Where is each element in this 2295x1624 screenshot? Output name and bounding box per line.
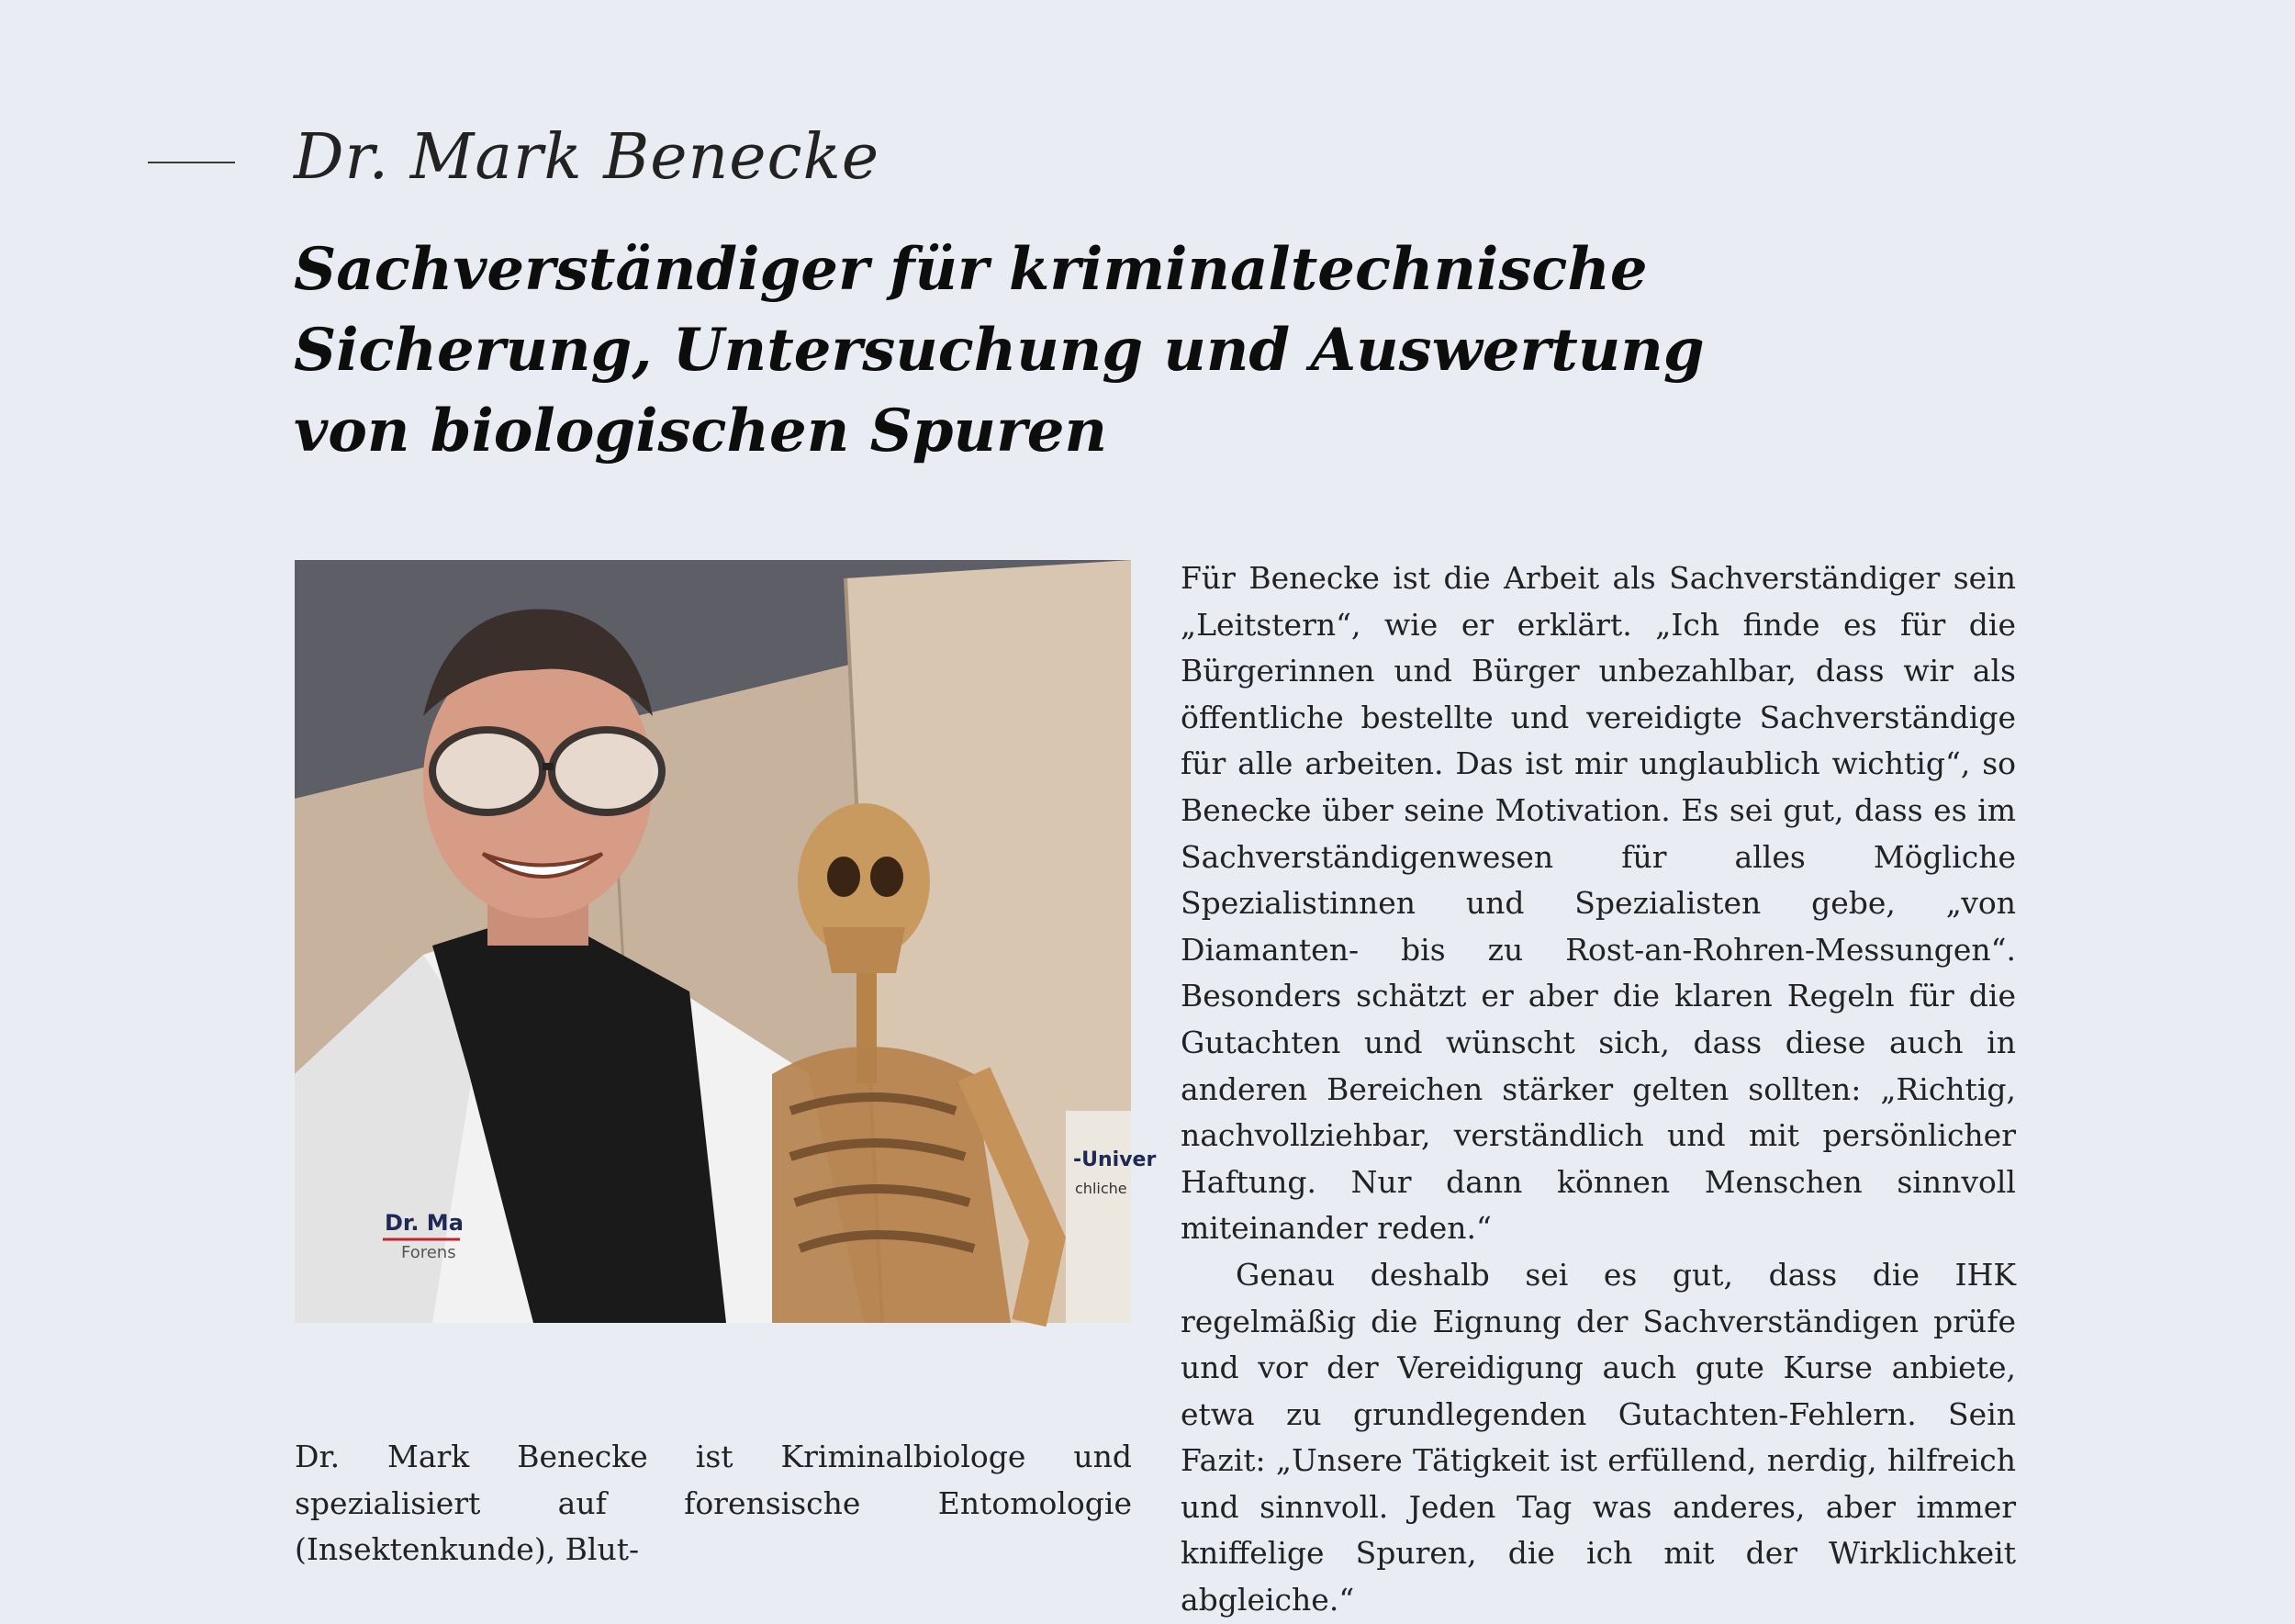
coat-badge-1: Dr. Ma: [385, 1210, 464, 1236]
portrait-photo: [295, 560, 1157, 1323]
poster-text-1: -Univer: [1073, 1148, 1157, 1171]
decorative-rule: [148, 162, 235, 163]
article-right-column: [1181, 555, 2016, 1624]
paragraph-2: Genau deshalb sei es gut, dass die IHK regelmäßig die Eignung der Sachverständigen prüfe und vor der Vereidigung auch gute Kurse anbiete, etwa zu grundlegenden Gutachten-Fehlern. Sein Fazit: „Unsere Tätigkeit ist erfüllend, nerdig, hilfreich und sinnvoll. Jeden Tag was anderes, aber immer kniffelige Spuren, die ich mit der Wirklichkeit abgleiche.“: [1181, 1256, 2016, 1618]
paragraph-1: Für Benecke ist die Arbeit als Sachverständiger sein „Leitstern“, wie er erklärt. „Ich finde es für die Bürgerinnen und Bürger unbezahlbar, dass wir als öffentliche bestellte und vereidigte Sachverständige für alle arbeiten. Das ist mir unglaublich wichtig“, so Benecke über seine Motivation. Es sei gut, dass es im Sachverständigenwesen für alles Mögliche Spezialistinnen und Spezialisten gebe, „von Diamanten- bis zu Rost-an-Rohren-Messungen“. Besonders schätzt er aber die klaren Regeln für die Gutachten und wünscht sich, dass diese auch in anderen Bereichen stärker gelten sollten: „Richtig, nachvollziehbar, verständlich und mit persönlicher Haftung. Nur dann können Menschen sinnvoll miteinander reden.“: [1181, 560, 2016, 1247]
photo-illustration: [295, 560, 1157, 1323]
author-name: Dr. Mark Benecke: [294, 121, 880, 194]
headline-line-1: Sachverständiger für kriminaltechnische: [294, 235, 1648, 304]
coat-badge-2: Forens: [401, 1243, 456, 1262]
headline: [294, 230, 1763, 472]
intro-paragraph: Dr. Mark Benecke ist Kriminalbiologe und spezialisiert auf forensische Entomologie (Insektenkunde), Blut-: [295, 1439, 1132, 1568]
poster-text-2: chliche: [1075, 1180, 1127, 1197]
headline-line-2: Sicherung, Untersuchung und Auswertung: [294, 316, 1705, 385]
headline-line-3: von biologischen Spuren: [294, 397, 1108, 465]
